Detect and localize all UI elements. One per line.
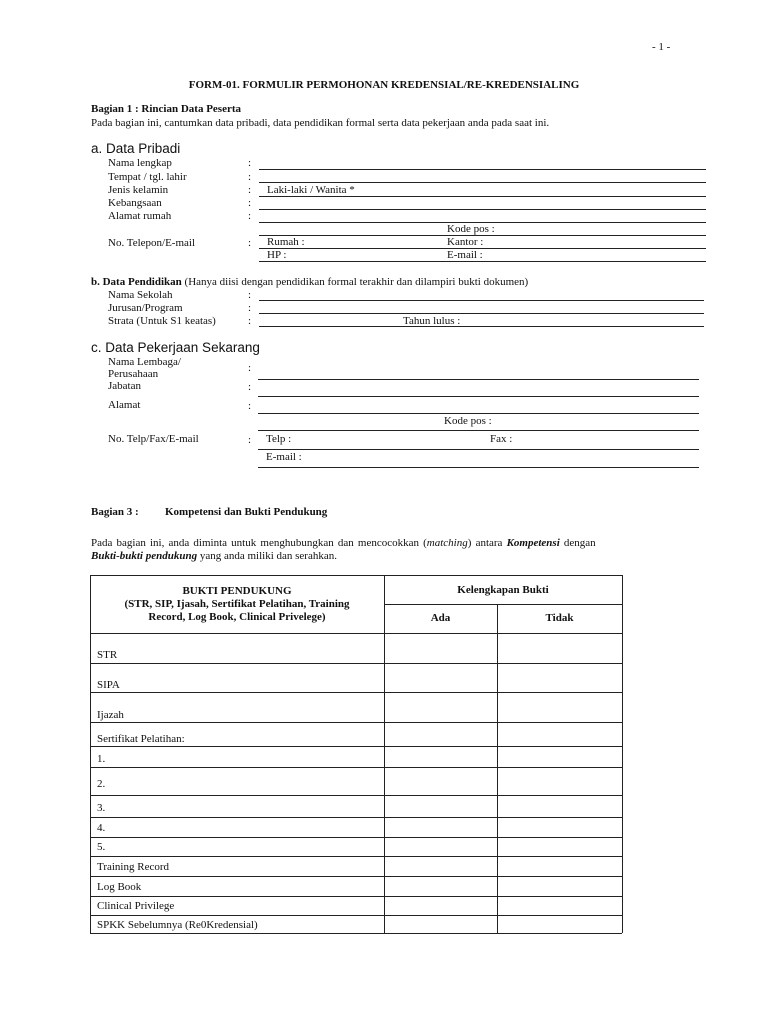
- jenis-kelamin-value: Laki-laki / Wanita *: [267, 184, 355, 196]
- telp-label: Telp :: [266, 433, 292, 445]
- kode-pos-label: Kode pos :: [447, 223, 495, 235]
- label-jurusan-program: Jurusan/Program: [108, 302, 183, 314]
- colon: :: [248, 400, 252, 412]
- bagian1-heading: Bagian 1 : Rincian Data Peserta: [91, 103, 242, 115]
- field-jabatan[interactable]: [258, 396, 699, 397]
- field-nama-lembaga[interactable]: [258, 379, 699, 380]
- table-row-label: 4.: [97, 822, 106, 834]
- label-jabatan: Jabatan: [108, 380, 141, 392]
- bagian3-kompetensi: Kompetensi: [506, 537, 560, 549]
- colon: :: [248, 197, 252, 209]
- table-row-label: Ijazah: [97, 709, 124, 721]
- bagian3-title: Kompetensi dan Bukti Pendukung: [165, 506, 328, 518]
- colon: :: [248, 434, 252, 446]
- bagian3-paragraph-line2: [91, 550, 337, 562]
- label-alamat: Alamat: [108, 399, 141, 411]
- bagian3-text: ) antara: [467, 537, 507, 549]
- colon: :: [248, 315, 252, 327]
- data-pribadi-heading: a. Data Pribadi: [91, 141, 181, 156]
- table-header-kelengkapan: Kelengkapan Bukti: [457, 584, 549, 596]
- table-header-bukti: BUKTI PENDUKUNG: [182, 585, 292, 597]
- field-kebangsaan[interactable]: [259, 209, 706, 210]
- bagian3-text: Pada bagian ini, anda diminta untuk menghubungkan dan mencocokkan (: [91, 537, 427, 549]
- table-header-tidak: Tidak: [545, 612, 574, 624]
- field-strata[interactable]: [259, 326, 704, 327]
- colon: :: [248, 289, 252, 301]
- form-title: FORM-01. FORMULIR PERMOHONAN KREDENSIAL/RE-KREDENSIALING: [188, 79, 580, 91]
- bagian3-matching: matching: [426, 537, 468, 549]
- colon: :: [248, 381, 252, 393]
- label-nama-lembaga: Nama Lembaga/: [108, 356, 181, 368]
- field-jenis-kelamin[interactable]: [259, 196, 706, 197]
- bagian3-text: yang anda miliki dan serahkan.: [197, 550, 337, 562]
- rumah-label: Rumah :: [267, 236, 305, 248]
- colon: :: [248, 210, 252, 222]
- table-row-label: SPKK Sebelumnya (Re0Kredensial): [97, 919, 258, 931]
- table-row-label: STR: [97, 649, 118, 661]
- table-row-label: Training Record: [97, 861, 170, 873]
- bagian3-text: dengan: [559, 537, 596, 549]
- label-nama-lengkap: Nama lengkap: [108, 157, 172, 169]
- table-header-bukti-detail: (STR, SIP, Ijasah, Sertifikat Pelatihan, Training: [124, 598, 350, 610]
- kantor-label: Kantor :: [447, 236, 484, 248]
- table-row-label: 2.: [97, 778, 106, 790]
- label-kebangsaan: Kebangsaan: [108, 197, 162, 209]
- field-alamat[interactable]: [258, 413, 699, 414]
- label-no-telepon-email: No. Telepon/E-mail: [108, 237, 196, 249]
- table-header-ada: Ada: [430, 612, 451, 624]
- kode-pos-label: Kode pos :: [444, 415, 492, 427]
- label-perusahaan: Perusahaan: [108, 368, 159, 380]
- bagian3-label: Bagian 3 :: [91, 506, 139, 518]
- label-nama-sekolah: Nama Sekolah: [108, 289, 173, 301]
- colon: :: [248, 171, 252, 183]
- data-pendidikan-title: b. Data Pendidikan: [91, 276, 182, 288]
- tahun-lulus-label: Tahun lulus :: [403, 315, 461, 327]
- data-pendidikan-note: (Hanya diisi dengan pendidikan formal terakhir dan dilampiri bukti dokumen): [184, 276, 529, 288]
- page-number: - 1 -: [652, 41, 671, 53]
- table-row-label: 5.: [97, 841, 106, 853]
- field-nama-lengkap[interactable]: [259, 169, 706, 170]
- field-hp-email[interactable]: [259, 261, 706, 262]
- colon: :: [248, 302, 252, 314]
- field-jurusan-program[interactable]: [259, 313, 704, 314]
- label-no-telp-fax-email: No. Telp/Fax/E-mail: [108, 433, 199, 445]
- colon: :: [248, 237, 252, 249]
- fax-label: Fax :: [490, 433, 513, 445]
- colon: :: [248, 184, 252, 196]
- field-telp-fax[interactable]: [258, 449, 699, 450]
- label-tempat-tgl-lahir: Tempat / tgl. lahir: [108, 171, 187, 183]
- bagian1-intro: Pada bagian ini, cantumkan data pribadi, data pendidikan formal serta data pekerjaan anda pada saat ini.: [91, 117, 550, 129]
- table-row-label: 3.: [97, 802, 106, 814]
- field-nama-sekolah[interactable]: [259, 300, 704, 301]
- email-label: E-mail :: [447, 249, 483, 261]
- table-row-label: Log Book: [97, 881, 142, 893]
- field-email[interactable]: [258, 467, 699, 468]
- data-pendidikan-heading: [91, 276, 528, 288]
- colon: :: [248, 157, 252, 169]
- hp-label: HP :: [267, 249, 287, 261]
- data-pekerjaan-heading: c. Data Pekerjaan Sekarang: [91, 340, 260, 355]
- table-row-label: 1.: [97, 753, 106, 765]
- field-tempat-tgl-lahir[interactable]: [259, 182, 706, 183]
- table-row-label: Clinical Privilege: [97, 900, 175, 912]
- colon: :: [248, 362, 252, 374]
- label-strata: Strata (Untuk S1 keatas): [108, 315, 216, 327]
- bagian3-bukti: Bukti-bukti pendukung: [91, 550, 198, 562]
- table-header-bukti-detail: Record, Log Book, Clinical Privelege): [148, 611, 326, 623]
- label-alamat-rumah: Alamat rumah: [108, 210, 172, 222]
- label-jenis-kelamin: Jenis kelamin: [108, 184, 169, 196]
- table-row-label: SIPA: [97, 679, 120, 691]
- bagian3-paragraph-line1: [91, 537, 679, 549]
- field-kode-pos[interactable]: [258, 430, 699, 431]
- table-row-label: Sertifikat Pelatihan:: [97, 733, 185, 745]
- email-label: E-mail :: [266, 451, 302, 463]
